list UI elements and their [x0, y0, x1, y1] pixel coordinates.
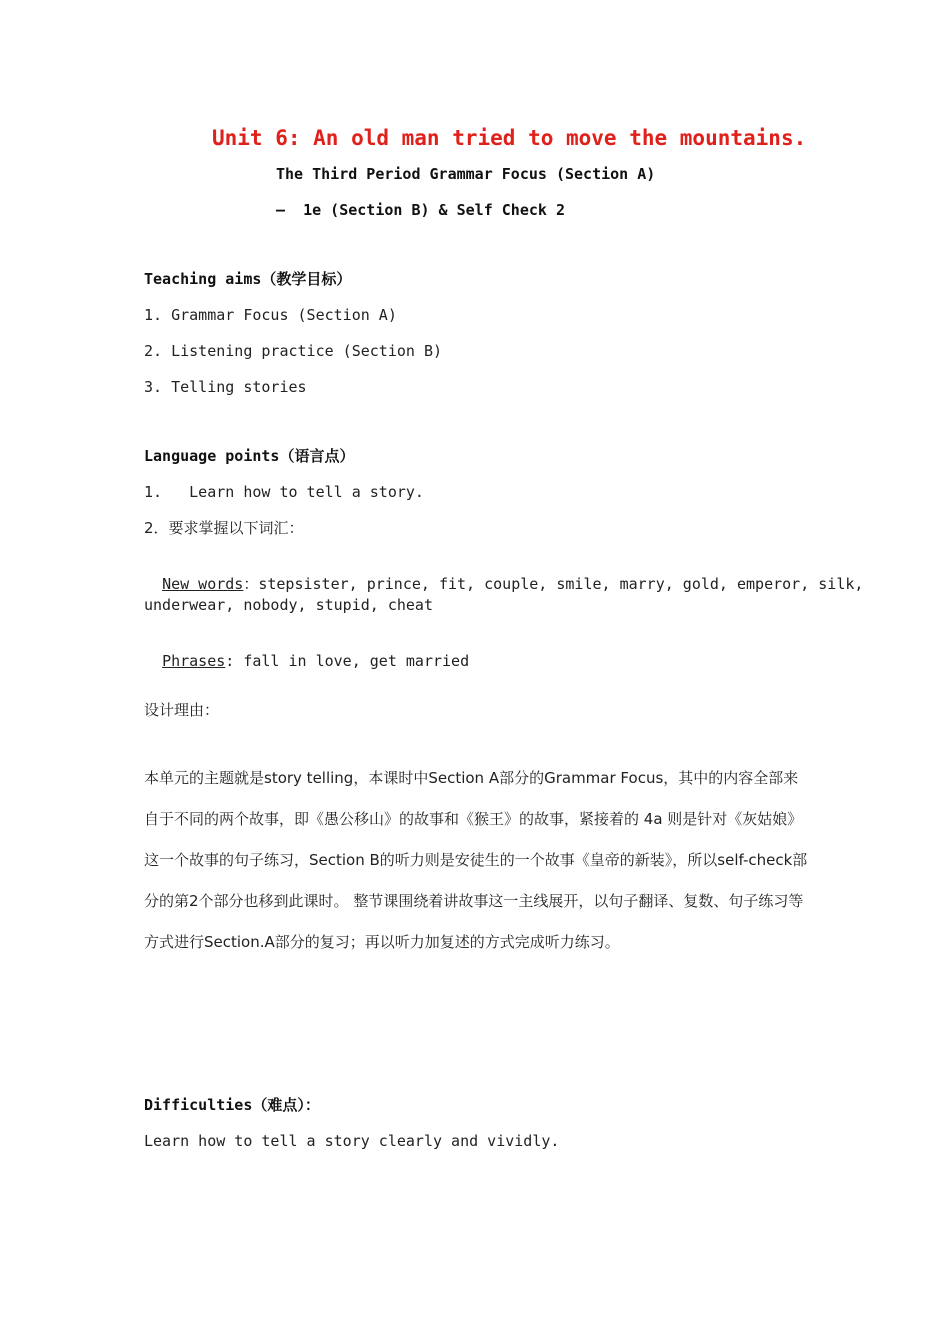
design-reason-heading: 设计理由：	[144, 701, 220, 719]
phrases-list: : fall in love, get married	[225, 652, 470, 670]
subtitle-period: The Third Period Grammar Focus (Section A)	[276, 165, 656, 183]
language-point-item: 1. Learn how to tell a story.	[144, 483, 424, 501]
teaching-aims-heading: Teaching aims（教学目标）	[144, 270, 352, 288]
new-words-continued: underwear, nobody, stupid, cheat	[144, 596, 433, 614]
subtitle-sections: – 1e (Section B) & Self Check 2	[276, 201, 565, 219]
language-point-item: 2．要求掌握以下词汇：	[144, 519, 304, 537]
teaching-aim-item: 2. Listening practice (Section B)	[144, 342, 443, 360]
new-words-label: New words	[162, 575, 244, 593]
difficulties-heading: Difficulties（难点）：	[144, 1096, 320, 1114]
document-title: Unit 6: An old man tried to move the mountains.	[212, 126, 807, 150]
phrases-label: Phrases	[162, 652, 226, 670]
new-words-line	[144, 554, 863, 594]
language-points-heading: Language points（语言点）	[144, 447, 355, 465]
design-reason-paragraph: 本单元的主题就是story telling，本课时中Section A部分的Grammar Focus，其中的内容全部来自于不同的两个故事，即《愚公移山》的故事和《猴王》的故事，紧接着的 4a 则是针对《灰姑娘》这一个故事的句子练习，Section B的听力则是安徒生的一个故事《皇帝的新装》，所以self-check部分的第2个部分也移到此课时。 整节课围绕着讲故事这一主线展开，以句子翻译、复数、句子练习等方式进行Section.A部分的复习；再以听力加复述的方式完成听力练习。	[144, 769, 808, 951]
teaching-aim-item: 1. Grammar Focus (Section A)	[144, 306, 397, 324]
difficulties-text: Learn how to tell a story clearly and vividly.	[144, 1132, 560, 1150]
new-words-list: ：stepsister, prince, fit, couple, smile, marry, gold, emperor, silk,	[243, 575, 864, 593]
phrases-line	[144, 631, 469, 671]
teaching-aim-item: 3. Telling stories	[144, 378, 307, 396]
